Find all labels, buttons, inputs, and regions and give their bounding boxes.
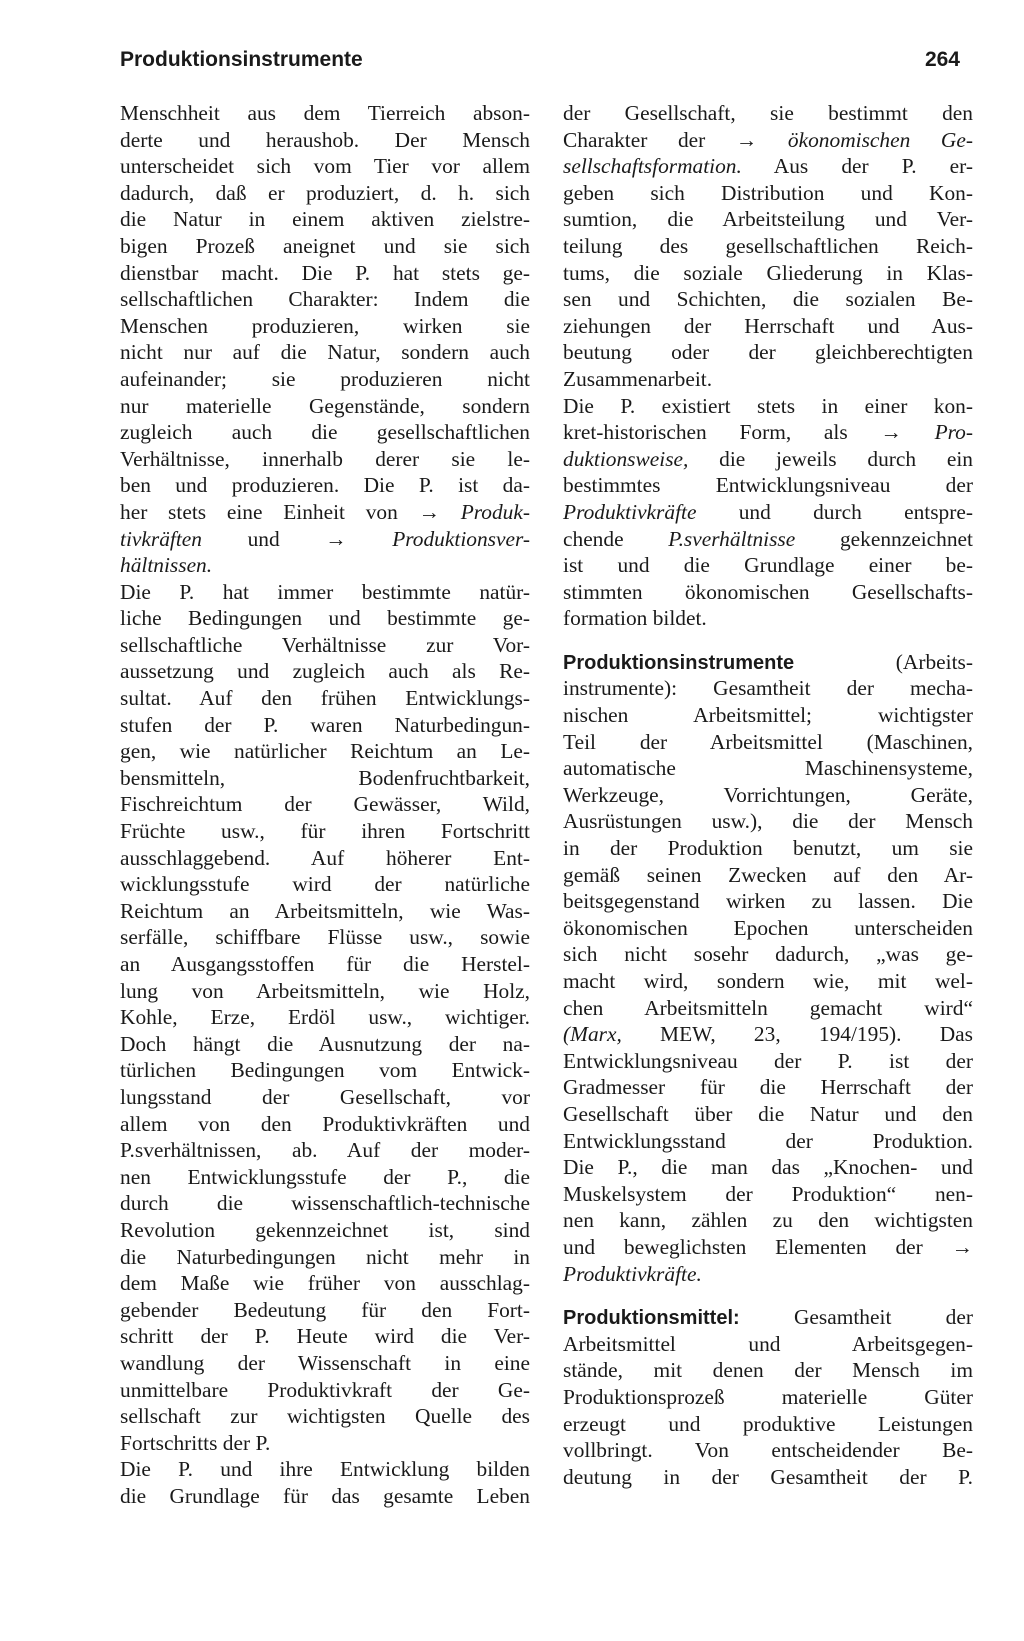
- text-segment: und durch entspre-: [738, 499, 973, 524]
- text-line: tums, die soziale Gliederung in Klas-: [563, 260, 973, 285]
- text-line: die Naturbedingungen nicht mehr in: [120, 1244, 530, 1269]
- text-line: sellschaft zur wichtigsten Quelle des: [120, 1404, 530, 1429]
- page-header: [120, 48, 960, 82]
- text-line: sumtion, die Arbeitsteilung und Ver-: [563, 207, 973, 232]
- text-line: automatische Maschinensysteme,: [563, 756, 973, 781]
- text-line: Die P. existiert stets in einer kon-: [563, 393, 973, 418]
- text-segment: chende: [563, 526, 624, 551]
- left-column: [120, 100, 530, 1509]
- text-line: durch die wissenschaftlich-technische: [120, 1191, 530, 1216]
- text-line: ökonomischen Epochen unterscheiden: [563, 915, 973, 940]
- text-line: Muskelsystem der Produktion“ nen-: [563, 1181, 973, 1206]
- text-line: Fischreichtum der Gewässer, Wild,: [120, 792, 530, 817]
- text-line: Werkzeuge, Vorrichtungen, Geräte,: [563, 782, 973, 807]
- entry-spacer: [563, 632, 973, 649]
- text-line: Revolution gekennzeichnet ist, sind: [120, 1217, 530, 1242]
- text-line: [120, 552, 530, 579]
- text-line: und beweglichsten Elementen der →: [563, 1234, 973, 1259]
- cross-reference-link[interactable]: duktionsweise,: [563, 446, 689, 471]
- text-line: gemäß seinen Zwecken auf den Ar-: [563, 862, 973, 887]
- text-line: [563, 153, 973, 180]
- text-line: wandlung der Wissenschaft in eine: [120, 1350, 530, 1375]
- right-column: [563, 100, 973, 1490]
- text-line: Fortschritts der P.: [120, 1430, 271, 1455]
- cross-reference-link[interactable]: hältnissen.: [120, 553, 213, 578]
- text-line: sich nicht sosehr dadurch, „was ge-: [563, 942, 973, 967]
- text-line: formation bildet.: [563, 606, 707, 631]
- text-line: Verhältnisse, innerhalb derer sie le-: [120, 446, 530, 471]
- text-line: bigen Prozeß aneignet und sie sich: [120, 233, 530, 258]
- text-segment: die jeweils durch ein: [719, 446, 973, 471]
- text-segment: MEW, 23, 194/195). Das: [660, 1022, 973, 1047]
- text-line: lung von Arbeitsmitteln, wie Holz,: [120, 978, 530, 1003]
- text-line: [563, 526, 973, 553]
- text-line: Entwicklungsstand der Produktion.: [563, 1128, 973, 1153]
- cross-reference-link[interactable]: → Produktionsver-: [325, 526, 530, 551]
- text-line: [563, 499, 973, 526]
- entry-headword: Produktionsinstrumente: [563, 651, 795, 674]
- text-line: Früchte usw., für ihren Fortschritt: [120, 819, 530, 844]
- text-line: gebender Bedeutung für den Fort-: [120, 1297, 530, 1322]
- text-line: bensmitteln, Bodenfruchtbarkeit,: [120, 765, 530, 790]
- text-line: zugleich auch die gesellschaftlichen: [120, 420, 530, 445]
- text-line: Entwicklungsniveau der P. ist der: [563, 1048, 973, 1073]
- text-line: sen und Schichten, die sozialen Be-: [563, 287, 973, 312]
- text-line: beutung oder der gleichberechtigten: [563, 340, 973, 365]
- text-line: [563, 1261, 973, 1288]
- text-line: ben und produzieren. Die P. ist da-: [120, 473, 530, 498]
- text-line: stufen der P. waren Naturbedingun-: [120, 712, 530, 737]
- text-line: Gesellschaft über die Natur und den: [563, 1101, 973, 1126]
- text-line: geben sich Distribution und Kon-: [563, 180, 973, 205]
- text-line: die Grundlage für das gesamte Leben: [120, 1483, 530, 1508]
- text-line: aufeinander; sie produzieren nicht: [120, 366, 530, 391]
- text-line: unterscheidet sich vom Tier vor allem: [120, 154, 530, 179]
- text-line: [563, 127, 973, 154]
- text-line: sellschaftlichen Charakter: Indem die: [120, 287, 530, 312]
- text-line: derte und heraushob. Der Mensch: [120, 127, 530, 152]
- text-line: nen kann, zählen zu den wichtigsten: [563, 1208, 973, 1233]
- text-line: [563, 1021, 973, 1048]
- text-line: chen Arbeitsmitteln gemacht wird“: [563, 995, 973, 1020]
- text-line: instrumente): Gesamtheit der mecha-: [563, 676, 973, 701]
- cross-reference-link[interactable]: tivkräften: [120, 526, 202, 551]
- text-line: Produktionsprozeß materielle Güter: [563, 1384, 973, 1409]
- text-line: nen Entwicklungsstufe der P., die: [120, 1164, 530, 1189]
- text-segment: her stets eine Einheit von: [120, 499, 398, 524]
- text-line: sellschaftliche Verhältnisse zur Vor-: [120, 632, 530, 657]
- text-line: Menschheit aus dem Tierreich abson-: [120, 101, 530, 125]
- text-line: ist und die Grundlage einer be-: [563, 553, 973, 578]
- text-line: [563, 446, 973, 473]
- text-segment: kret-historischen Form, als: [563, 420, 848, 445]
- text-segment: Gesamtheit der: [793, 1305, 973, 1330]
- entry-spacer: [563, 1287, 973, 1304]
- text-line: der Gesellschaft, sie bestimmt den: [563, 101, 973, 125]
- entry-heading-line: [563, 649, 973, 676]
- text-line: schritt der P. Heute wird die Ver-: [120, 1324, 530, 1349]
- text-line: an Ausgangsstoffen für die Herstel-: [120, 952, 530, 976]
- text-line: die Natur in einem aktiven zielstre-: [120, 207, 530, 232]
- text-line: Die P. hat immer bestimmte natür-: [120, 579, 530, 604]
- text-segment: Aus der P. er-: [773, 154, 973, 179]
- text-segment: Charakter der: [563, 127, 706, 152]
- text-line: dienstbar macht. Die P. hat stets ge-: [120, 260, 530, 285]
- text-line: [120, 499, 530, 526]
- text-line: Reichtum an Arbeitsmitteln, wie Was-: [120, 898, 530, 923]
- italic-term: (Marx,: [563, 1022, 622, 1047]
- text-line: gen, wie natürlicher Reichtum an Le-: [120, 739, 530, 764]
- entry-headword: Produktionsmittel:: [563, 1307, 740, 1330]
- cross-reference-link[interactable]: → ökonomischen Ge-: [735, 127, 973, 152]
- text-line: sultat. Auf den frühen Entwicklungs-: [120, 686, 530, 711]
- text-line: wicklungsstufe wird der natürliche: [120, 872, 530, 897]
- text-line: allem von den Produktivkräften und: [120, 1111, 530, 1136]
- text-line: stände, mit denen der Mensch im: [563, 1358, 973, 1383]
- text-line: serfälle, schiffbare Flüsse usw., sowie: [120, 925, 530, 950]
- italic-term: P.sverhältnisse: [668, 526, 796, 551]
- text-line: Doch hängt die Ausnutzung der na-: [120, 1031, 530, 1056]
- text-line: Ausrüstungen usw.), die der Mensch: [563, 809, 973, 834]
- text-line: dadurch, daß er produziert, d. h. sich: [120, 180, 530, 205]
- text-line: erzeugt und produktive Leistungen: [563, 1411, 973, 1436]
- cross-reference-link[interactable]: → Pro-: [880, 420, 973, 445]
- text-segment: gekennzeichnet: [839, 526, 973, 551]
- text-line: Arbeitsmittel und Arbeitsgegen-: [563, 1331, 973, 1356]
- running-title: Produktionsinstrumente: [120, 48, 363, 71]
- italic-term: Produktivkräfte: [563, 499, 697, 524]
- text-line: Menschen produzieren, wirken sie: [120, 313, 530, 338]
- text-line: nur materielle Gegenstände, sondern: [120, 393, 530, 418]
- text-segment: (Arbeits-: [895, 649, 973, 674]
- text-line: bestimmtes Entwicklungsniveau der: [563, 473, 973, 498]
- text-line: vollbringt. Von entscheidender Be-: [563, 1438, 973, 1463]
- text-segment: und: [247, 526, 280, 551]
- text-line: nicht nur auf die Natur, sondern auch: [120, 340, 530, 365]
- text-line: [120, 526, 530, 553]
- cross-reference-link[interactable]: → Produk-: [418, 499, 530, 524]
- text-line: stimmten ökonomischen Gesellschafts-: [563, 579, 973, 604]
- text-line: [563, 419, 973, 446]
- text-line: lungsstand der Gesellschaft, vor: [120, 1084, 530, 1109]
- text-line: nischen Arbeitsmittel; wichtigster: [563, 703, 973, 728]
- cross-reference-link[interactable]: sellschaftsformation.: [563, 154, 742, 179]
- text-line: Die P. und ihre Entwicklung bilden: [120, 1457, 530, 1482]
- text-line: Teil der Arbeitsmittel (Maschinen,: [563, 729, 973, 754]
- text-line: Zusammenarbeit.: [563, 366, 713, 391]
- text-line: Kohle, Erze, Erdöl usw., wichtiger.: [120, 1005, 530, 1030]
- text-line: in der Produktion benutzt, um sie: [563, 836, 973, 861]
- text-line: P.sverhältnissen, ab. Auf der moder-: [120, 1138, 530, 1163]
- cross-reference-link[interactable]: Produktivkräfte.: [563, 1261, 702, 1286]
- text-line: türlichen Bedingungen vom Entwick-: [120, 1058, 530, 1083]
- text-line: dem Maße wie früher von ausschlag-: [120, 1271, 530, 1296]
- text-line: ziehungen der Herrschaft und Aus-: [563, 313, 973, 338]
- text-line: aussetzung und zugleich auch als Re-: [120, 659, 530, 684]
- text-line: unmittelbare Produktivkraft der Ge-: [120, 1377, 530, 1402]
- text-line: ausschlaggebend. Auf höherer Ent-: [120, 845, 530, 870]
- text-line: teilung des gesellschaftlichen Reich-: [563, 233, 973, 258]
- text-line: deutung in der Gesamtheit der P.: [563, 1464, 973, 1489]
- text-line: beitsgegenstand wirken zu lassen. Die: [563, 889, 973, 914]
- text-line: Die P., die man das „Knochen- und: [563, 1155, 973, 1180]
- text-line: liche Bedingungen und bestimmte ge-: [120, 606, 530, 631]
- text-line: macht wird, sondern wie, mit wel-: [563, 969, 973, 993]
- entry-heading-line: [563, 1304, 973, 1331]
- text-line: Gradmesser für die Herrschaft der: [563, 1075, 973, 1100]
- page-number: 264: [924, 48, 960, 71]
